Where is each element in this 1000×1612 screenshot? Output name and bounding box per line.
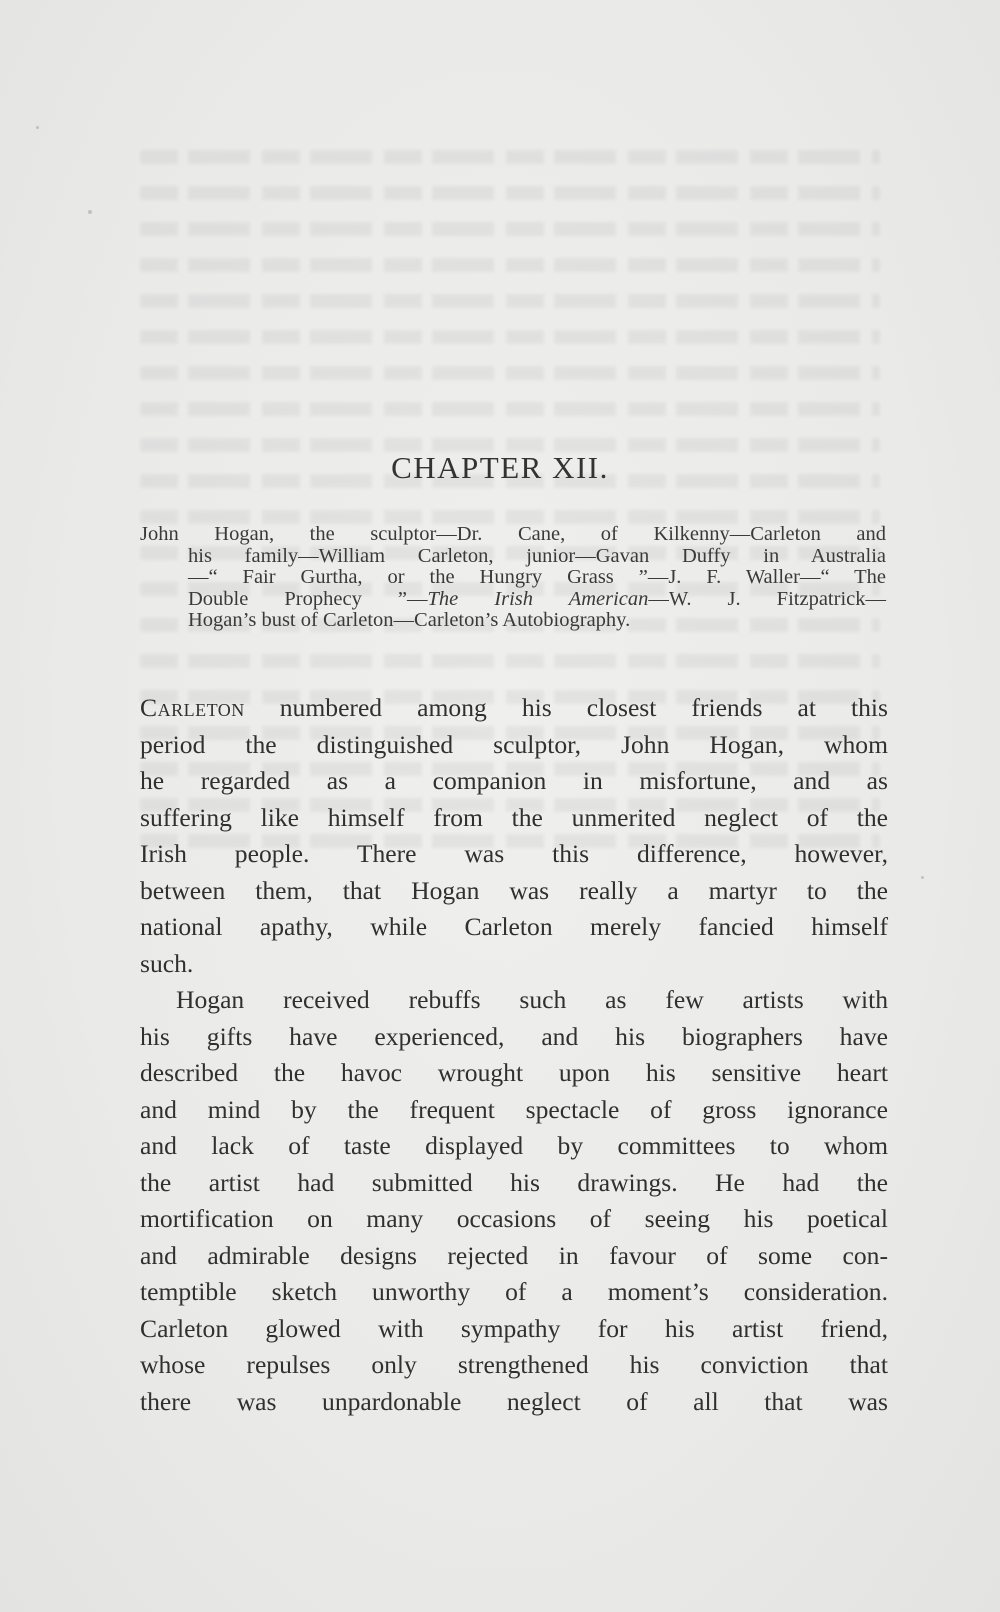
lead-word: Carleton: [140, 693, 245, 722]
periodical-title: The Irish American: [427, 587, 649, 610]
summary-text: —W. J. Fitzpatrick—: [648, 587, 886, 610]
text-line: and lack of taste displayed by committees to whom: [140, 1131, 888, 1160]
summary-line: —“ Fair Gurtha, or the Hungry Grass ”—J. F. Waller—“ The: [188, 566, 886, 589]
text-line: mortification on many occasions of seeing his poetical: [140, 1204, 888, 1233]
text-line: period the distinguished sculptor, John Hogan, whom: [140, 729, 888, 759]
chapter-title: CHAPTER XII.: [391, 450, 609, 485]
text-line: described the havoc wrought upon his sensitive heart: [140, 1058, 888, 1087]
summary-line: Hogan’s bust of Carleton—Carleton’s Autobiography.: [188, 609, 631, 632]
text-line: there was unpardonable neglect of all that was: [140, 1386, 888, 1416]
text-line: Irish people. There was this difference, however,: [140, 839, 888, 868]
paper-speck: [921, 876, 924, 879]
paper-speck: [36, 126, 39, 129]
text-line: the artist had submitted his drawings. He had the: [140, 1167, 888, 1197]
text-line: suffering like himself from the unmerited neglect of the: [140, 802, 888, 832]
text-line: and mind by the frequent spectacle of gross ignorance: [140, 1094, 888, 1124]
line-text: numbered among his closest friends at this: [244, 693, 888, 722]
paragraph: [140, 982, 888, 1420]
summary-line: John Hogan, the sculptor—Dr. Cane, of Kilkenny—Carleton and: [140, 523, 886, 545]
paragraph: [140, 690, 888, 982]
summary-line: [140, 589, 886, 611]
text-line: [140, 690, 888, 727]
summary-text: Double Prophecy ”—: [188, 587, 428, 610]
text-line: his gifts have experienced, and his biographers have: [140, 1021, 888, 1051]
text-line: Carleton glowed with sympathy for his artist friend,: [140, 1313, 888, 1343]
paper-speck: [88, 210, 92, 214]
chapter-summary: [140, 524, 886, 632]
text-line: and admirable designs rejected in favour of some con-: [140, 1240, 888, 1270]
text-line: whose repulses only strengthened his conviction that: [140, 1350, 888, 1379]
text-line: such.: [140, 948, 194, 978]
text-line: national apathy, while Carleton merely fancied himself: [140, 912, 888, 941]
text-line: between them, that Hogan was really a martyr to the: [140, 875, 888, 905]
body-text: [140, 690, 888, 1420]
summary-line: his family—William Carleton, junior—Gavan Duffy in Australia: [188, 544, 886, 567]
text-line: temptible sketch unworthy of a moment’s consideration.: [140, 1277, 888, 1306]
text-line: he regarded as a companion in misfortune, and as: [140, 766, 888, 795]
text-line: Hogan received rebuffs such as few artists with: [176, 985, 888, 1014]
